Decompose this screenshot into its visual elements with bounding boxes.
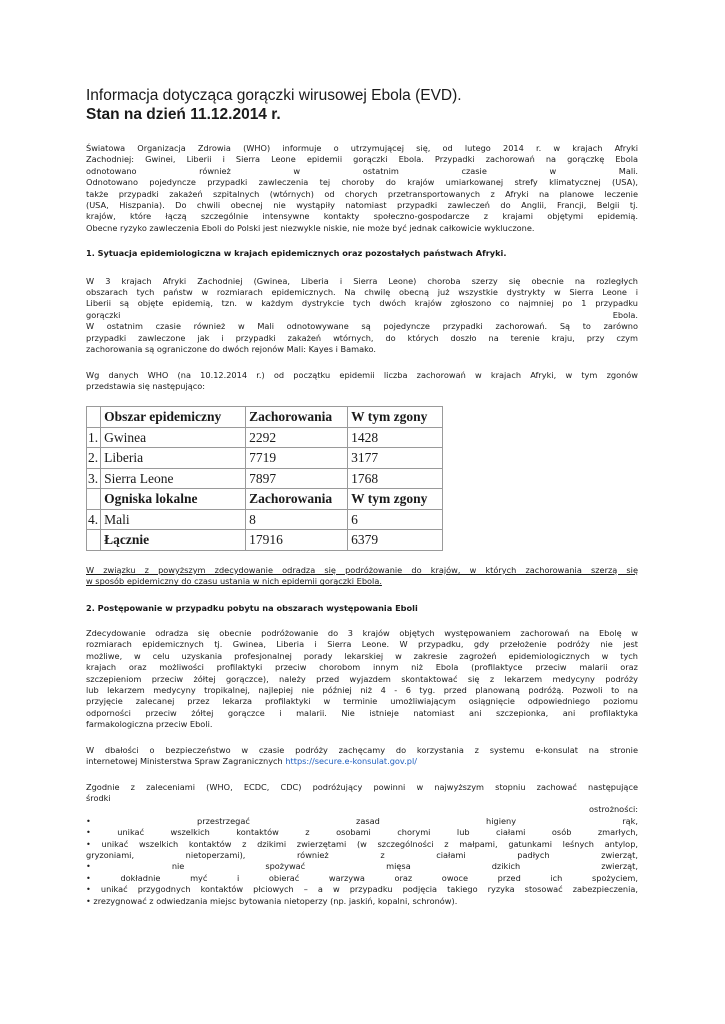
text-line: możliwe, w celu uzyskania profesjonalnej porady lekarskiej w zakresie zagrożeń epidemiologicznych w tych	[86, 650, 638, 661]
table-row	[87, 427, 443, 448]
intro-paragraph	[86, 143, 638, 234]
cases-cell: 2292	[246, 427, 348, 448]
document-date-title: Stan na dzień 11.12.2014 r.	[86, 106, 281, 123]
econsulat-link[interactable]: https://secure.e-konsulat.gov.pl/	[285, 756, 417, 767]
text-line: przypadki zawleczone jak i przypadki zakażeń wtórnych, do których doszło na terenie kraju, przy czym	[86, 332, 638, 343]
cases-cell: 7897	[246, 468, 348, 489]
text-line: gorączki	[86, 309, 121, 320]
precautions-paragraph	[86, 782, 638, 907]
list-item: • zrezygnować z odwiedzania miejsc bytowania nietoperzy (np. jaskiń, kopalni, schronów).	[86, 895, 458, 906]
column-header: W tym zgony	[348, 407, 443, 428]
text-line: krajach oraz możliwości profilaktyki przeciw chorobom innym niż Ebola (profilaktyce przeciw malarii oraz	[86, 662, 638, 673]
deaths-cell: 6	[348, 509, 443, 530]
deaths-cell: 1428	[348, 427, 443, 448]
row-number: 4.	[87, 509, 101, 530]
document-page	[86, 86, 638, 907]
text-line: W ostatnim czasie również w Mali odnotowywane są pojedyncze przypadki zachorowań. Są to zarówno	[86, 321, 638, 332]
table-header-row	[87, 489, 443, 510]
text-line: odporności przeciw żółtej gorączce i malarii. Nie istnieje natomiast ani szczepionka, ani profilaktyka	[86, 707, 638, 718]
text-line: Liberii są objęte epidemią, tzn. w każdym dystrykcie tych dwóch krajów zgłoszono co najmniej po 1 przypadku	[86, 298, 638, 309]
text-line: Wg danych WHO (na 10.12.2014 r.) od początku epidemii liczba zachorowań w krajach Afryki, w tym zgonów	[86, 369, 638, 380]
country-cell: Gwinea	[101, 427, 246, 448]
total-label: Łącznie	[101, 530, 246, 551]
text-line: w sposób epidemiczny do czasu ustania w nich epidemii gorączki Ebola.	[86, 576, 382, 587]
list-item: • unikać wszelkich kontaktów z osobami chorymi lub ciałami osób zmarłych,	[86, 827, 638, 838]
list-item: • unikać przygodnych kontaktów płciowych – a w przypadku podjęcia takiego ryzyka stosować zabezpieczenia,	[86, 884, 638, 895]
text-line: lub lekarzem medycyny tropikalnej, najlepiej nie później niż 4 - 6 tyg. przed planowaną podróżą. Pozwoli to na	[86, 685, 638, 696]
document-title: Informacja dotycząca gorączki wirusowej Ebola (EVD).	[86, 87, 462, 104]
table-row	[87, 468, 443, 489]
row-number: 3.	[87, 468, 101, 489]
text-line: Ebola.	[612, 309, 638, 320]
column-header: Zachorowania	[246, 489, 348, 510]
country-cell: Sierra Leone	[101, 468, 246, 489]
text-line: zachorowania są ograniczone do dwóch rejonów Mali: Kayes i Bamako.	[86, 344, 376, 355]
text-line: Zachodniej: Gwinei, Liberii i Sierra Leone epidemii gorączki Ebola. Przypadki zachorowań na gorączkę Ebola	[86, 154, 638, 165]
list-item: • przestrzegać zasad higieny rąk,	[86, 815, 638, 826]
text-line: Światowa Organizacja Zdrowia (WHO) informuje o utrzymującej się, od lutego 2014 r. w krajach Afryki	[86, 143, 638, 153]
text-line: także przypadki zakażeń szpitalnych (wtórnych) od chorych przetransportowanych z Afryki na planowe leczenie	[86, 188, 638, 199]
section2-paragraph	[86, 628, 638, 731]
text-line: odnotowano również w ostatnim czasie w Mali.	[86, 165, 638, 176]
row-number: 2.	[87, 448, 101, 469]
total-cases: 17916	[246, 530, 348, 551]
deaths-cell: 3177	[348, 448, 443, 469]
epidemic-table	[86, 406, 443, 551]
total-deaths: 6379	[348, 530, 443, 551]
text-line: rozmiarach epidemicznych tj. Gwinea, Liberia i Sierra Leone. W przypadku, gdy przełożenie podróży nie jest	[86, 639, 638, 650]
column-header: Ogniska lokalne	[101, 489, 246, 510]
text-line: Obecne ryzyko zawleczenia Eboli do Polski jest niezwykle niskie, nie może być jednak całkowicie wykluczone.	[86, 222, 535, 233]
table-header-row	[87, 407, 443, 428]
text-line: internetowej Ministerstwa Spraw Zagranicznych	[86, 756, 283, 767]
text-line: przedstawia się następująco:	[86, 380, 206, 391]
econsulat-paragraph	[86, 745, 638, 768]
travel-advisory-note	[86, 565, 638, 588]
text-line: środki	[86, 792, 111, 803]
text-line: szczepieniom przeciw żółtej gorączce), należy przed wyjazdem skontaktować się z lekarzem medycyny podróży	[86, 673, 638, 684]
section1-paragraph	[86, 276, 638, 356]
text-line: Zdecydowanie odradza się obecnie podróżowanie do 3 krajów objętych występowaniem zachorowań na Ebolę w	[86, 628, 638, 639]
country-cell: Mali	[101, 509, 246, 530]
column-header: W tym zgony	[348, 489, 443, 510]
list-item: • nie spożywać mięsa dzikich zwierząt,	[86, 861, 638, 872]
row-number: 1.	[87, 427, 101, 448]
table-total-row	[87, 530, 443, 551]
table-row	[87, 509, 443, 530]
deaths-cell: 1768	[348, 468, 443, 489]
text-line: Zgodnie z zaleceniami (WHO, ECDC, CDC) podróżujący powinni w najwyższym stopniu zachować następujące	[86, 781, 638, 792]
list-item: • unikać wszelkich kontaktów z dzikimi zwierzętami (w szczególności z małpami, gatunkami leśnych antylop,	[86, 838, 638, 849]
country-cell: Liberia	[101, 448, 246, 469]
section2-heading: 2. Postępowanie w przypadku pobytu na obszarach występowania Eboli	[86, 602, 418, 613]
column-header: Zachorowania	[246, 407, 348, 428]
text-line: obszarach tych państw w rozmiarach epidemicznych. Na chwilę obecną już wszystkie dystrykty w Sierra Leone i	[86, 287, 638, 298]
text-line: ostrożności:	[589, 804, 638, 815]
cases-cell: 7719	[246, 448, 348, 469]
table-row	[87, 448, 443, 469]
list-item: • dokładnie myć i obierać warzywa oraz owoce przed ich spożyciem,	[86, 872, 638, 883]
text-line: farmakologiczna przeciw Eboli.	[86, 719, 213, 730]
text-line: W 3 krajach Afryki Zachodniej (Gwinea, Liberia i Sierra Leone) choroba szerzy się obecnie na rozległych	[86, 275, 638, 286]
text-line: krajów, które łączą szczególnie intensywne kontakty społeczno-gospodarcze z krajami objętymi epidemią.	[86, 211, 638, 222]
cases-cell: 8	[246, 509, 348, 530]
text-line: Odnotowano pojedyncze przypadki zawleczenia tej choroby do krajów umiarkowanej strefy klimatycznej (USA),	[86, 177, 638, 188]
column-header: Obszar epidemiczny	[101, 407, 246, 428]
text-line: przyjęcie zalecanej przez lekarza profilaktyki w terminie umożliwiającym osiągnięcie odpowiedniego poziomu	[86, 696, 638, 707]
text-line: (USA, Hiszpania). Do chwili obecnej nie wystąpiły natomiast przypadki zawleczeń do Anglii, Francji, Belgii tj.	[86, 200, 638, 211]
section1-heading: 1. Sytuacja epidemiologiczna w krajach epidemicznych oraz pozostałych państwach Afryki.	[86, 248, 507, 259]
text-line: W dbałości o bezpieczeństwo w czasie podróży zachęcamy do korzystania z systemu e-konsulat na stronie	[86, 744, 638, 755]
text-line: W związku z powyższym zdecydowanie odradza się podróżowanie do krajów, w których zachorowania szerzą się	[86, 564, 638, 575]
section1-intro-table	[86, 370, 638, 393]
list-item: gryzoniami, nietoperzami), również z ciałami padłych zwierząt,	[86, 849, 638, 860]
